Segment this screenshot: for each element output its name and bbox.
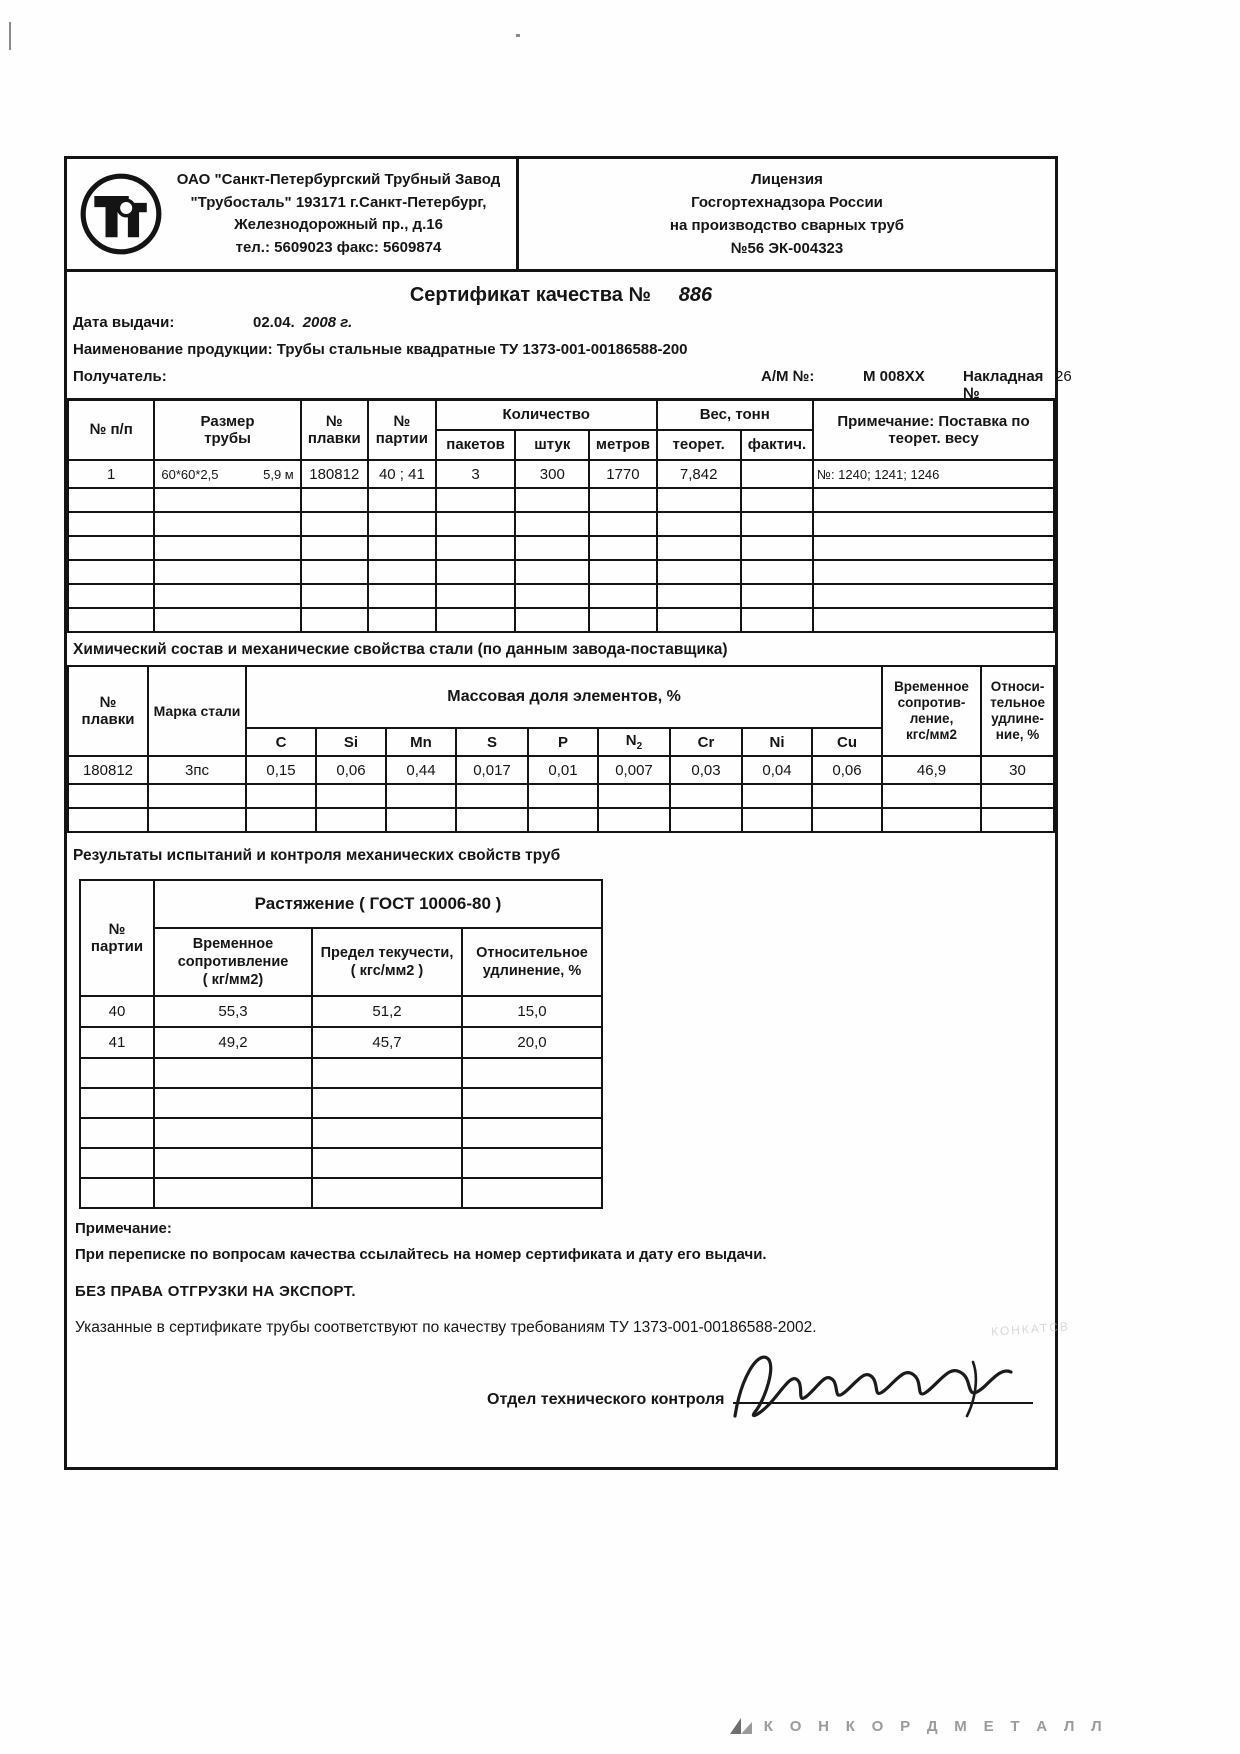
chem-header-strength: [882, 666, 981, 756]
note-label: Примечание:: [75, 1220, 172, 1237]
cell-strength: 46,9: [882, 756, 981, 784]
tension-header-elongation: [462, 928, 602, 996]
scan-artifact: [516, 34, 520, 37]
footer-brand-text: К О Н К О Р Д М Е Т А Л Л: [763, 1717, 1108, 1735]
cell-elongation: 30: [981, 756, 1054, 784]
license-line: Госгортехнадзора России: [691, 193, 883, 211]
note-no-export: БЕЗ ПРАВА ОТГРУЗКИ НА ЭКСПОРТ.: [75, 1283, 356, 1300]
empty-cell: [462, 1148, 602, 1178]
col-header-note: [813, 400, 1054, 461]
header-line: кгс/мм2: [906, 727, 957, 743]
empty-cell: [813, 584, 1054, 608]
table-row: [68, 808, 1054, 832]
table-row: [80, 1118, 602, 1148]
empty-cell: [882, 808, 981, 832]
element-subscript: 2: [636, 741, 643, 752]
table-row: [68, 784, 1054, 808]
product-line: [73, 341, 1055, 361]
header-line: ление,: [909, 711, 954, 726]
tension-table: [79, 879, 603, 1209]
cell-packs: 3: [436, 460, 515, 488]
empty-cell: [312, 1058, 462, 1088]
cell-p: 0,01: [528, 756, 598, 784]
cell-weight-theor: 7,842: [657, 460, 741, 488]
empty-cell: [813, 560, 1054, 584]
empty-cell: [742, 784, 812, 808]
empty-cell: [68, 488, 154, 512]
issue-date-value: [253, 314, 352, 331]
empty-cell: [316, 784, 386, 808]
cell-note: №: 1240; 1241; 1246: [813, 460, 1054, 488]
invoice-value: 26: [1055, 368, 1072, 385]
empty-cell: [68, 560, 154, 584]
element-header-cu: Cu: [812, 728, 882, 756]
empty-cell: [386, 808, 456, 832]
cell-si: 0,06: [316, 756, 386, 784]
empty-cell: [812, 784, 882, 808]
header-line: №: [325, 412, 343, 430]
empty-cell: [68, 784, 148, 808]
empty-cell: [301, 536, 368, 560]
empty-cell: [436, 512, 515, 536]
license-line: Лицензия: [751, 170, 823, 188]
table-row: [68, 488, 1054, 512]
col-header-size: [154, 400, 300, 461]
company-line: "Трубосталь" 193171 г.Санкт-Петербург,: [190, 193, 487, 211]
note-line: При переписке по вопросам качества ссылайтесь на номер сертификата и дату его выдачи.: [75, 1245, 767, 1263]
empty-cell: [436, 560, 515, 584]
empty-cell: [316, 808, 386, 832]
empty-cell: [589, 608, 656, 632]
header-line: Временное: [192, 935, 274, 952]
table-row: [68, 536, 1054, 560]
chem-header-grade: Марка стали: [148, 666, 246, 756]
empty-cell: [657, 584, 741, 608]
header-line: Относи-: [990, 678, 1045, 694]
empty-cell: [301, 608, 368, 632]
empty-cell: [368, 608, 436, 632]
empty-cell: [589, 488, 656, 512]
header-line: удлинение, %: [482, 963, 582, 979]
empty-cell: [301, 488, 368, 512]
tension-header-strength: [154, 928, 312, 996]
empty-cell: [154, 1088, 312, 1118]
empty-cell: [462, 1178, 602, 1208]
cell-s: 0,017: [456, 756, 528, 784]
cell-mn: 0,44: [386, 756, 456, 784]
header-line: тельное: [990, 694, 1045, 710]
license-block: [519, 159, 1055, 269]
header-line: теорет. весу: [888, 430, 979, 447]
empty-cell: [436, 536, 515, 560]
empty-cell: [246, 784, 316, 808]
empty-cell: [741, 512, 813, 536]
empty-cell: [456, 808, 528, 832]
cell-batch: 40 ; 41: [368, 460, 436, 488]
cell-grade: 3пс: [148, 756, 246, 784]
table-row: [80, 1088, 602, 1118]
empty-cell: [154, 1178, 312, 1208]
empty-cell: [670, 784, 742, 808]
element-header-cr: Cr: [670, 728, 742, 756]
col-header-quantity: Количество: [436, 400, 657, 431]
empty-cell: [515, 512, 589, 536]
empty-cell: [301, 584, 368, 608]
cell-pieces: 300: [515, 460, 589, 488]
am-value: М 008ХХ: [863, 368, 925, 385]
empty-cell: [515, 584, 589, 608]
empty-cell: [68, 808, 148, 832]
empty-cell: [301, 560, 368, 584]
cell-strength: 49,2: [154, 1027, 312, 1058]
company-line: ОАО "Санкт-Петербургский Трубный Завод: [176, 171, 501, 188]
table-row: [68, 608, 1054, 632]
empty-cell: [882, 784, 981, 808]
empty-cell: [741, 608, 813, 632]
empty-cell: [657, 560, 741, 584]
element-header-ni: Ni: [742, 728, 812, 756]
empty-cell: [589, 560, 656, 584]
empty-cell: [368, 584, 436, 608]
header-line: Примечание: Поставка по: [837, 412, 1030, 430]
empty-cell: [456, 784, 528, 808]
header-line: №: [108, 921, 126, 938]
element-header-s: S: [456, 728, 528, 756]
cell-cu: 0,06: [812, 756, 882, 784]
tension-header-yield: [312, 928, 462, 996]
chem-header-melt: [68, 666, 148, 756]
receiver-label: Получатель:: [73, 368, 167, 385]
table-row: [80, 1058, 602, 1088]
table-row: [80, 996, 602, 1027]
empty-cell: [515, 560, 589, 584]
empty-cell: [246, 808, 316, 832]
empty-cell: [368, 512, 436, 536]
col-header-meters: метров: [589, 430, 656, 460]
scan-artifact: [9, 22, 11, 50]
concord-metal-logo-icon: [728, 1716, 754, 1736]
table-row: [68, 584, 1054, 608]
empty-cell: [312, 1118, 462, 1148]
header-line: сопротив-: [897, 694, 966, 710]
product-name: Наименование продукции: Трубы стальные квадратные ТУ 1373-001-00186588-200: [73, 341, 688, 358]
am-label: А/М №:: [761, 368, 815, 385]
header-line: Относительное: [476, 944, 588, 961]
header-line: удлине-: [991, 711, 1044, 726]
empty-cell: [589, 584, 656, 608]
empty-cell: [741, 488, 813, 512]
header-line: партии: [90, 938, 144, 955]
empty-cell: [154, 1118, 312, 1148]
empty-cell: [741, 584, 813, 608]
tension-header-batch: [80, 880, 154, 996]
empty-cell: [80, 1118, 154, 1148]
empty-cell: [68, 536, 154, 560]
meta-block: [67, 314, 1072, 402]
cell-yield: 51,2: [312, 996, 462, 1027]
empty-cell: [154, 1058, 312, 1088]
empty-cell: [589, 536, 656, 560]
company-address: [167, 169, 510, 259]
empty-cell: [312, 1148, 462, 1178]
receiver-line: [73, 368, 1072, 402]
empty-cell: [657, 536, 741, 560]
cell-melt: 180812: [301, 460, 368, 488]
trubostal-logo-icon: [75, 171, 167, 257]
tension-group-header: Растяжение ( ГОСТ 10006-80 ): [154, 880, 602, 928]
empty-cell: [981, 784, 1054, 808]
element-header-mn: Mn: [386, 728, 456, 756]
empty-cell: [742, 808, 812, 832]
table-row: [80, 1178, 602, 1208]
qc-department-label: Отдел технического контроля: [487, 1390, 725, 1408]
chem-header-elongation: [981, 666, 1054, 756]
empty-cell: [657, 488, 741, 512]
col-header-num: № п/п: [68, 400, 154, 461]
empty-cell: [386, 784, 456, 808]
company-block: [67, 159, 519, 269]
company-line: Железнодорожный пр., д.16: [234, 216, 443, 233]
empty-cell: [368, 488, 436, 512]
empty-cell: [813, 536, 1054, 560]
empty-cell: [813, 488, 1054, 512]
element-header-n2: [598, 728, 670, 756]
header-line: партии: [375, 430, 428, 447]
issue-date-label: Дата выдачи:: [73, 314, 175, 331]
empty-cell: [154, 1148, 312, 1178]
signature-row: [67, 1384, 1055, 1444]
chemical-table: [67, 665, 1055, 833]
empty-cell: [813, 608, 1054, 632]
cell-elongation: 15,0: [462, 996, 602, 1027]
empty-cell: [312, 1178, 462, 1208]
table-row: [68, 560, 1054, 584]
cell-yield: 45,7: [312, 1027, 462, 1058]
table-row: [68, 512, 1054, 536]
col-header-pieces: штук: [515, 430, 589, 460]
empty-cell: [154, 488, 300, 512]
element-header-si: Si: [316, 728, 386, 756]
issue-date-day: 02.04.: [253, 314, 295, 331]
header-line: плавки: [307, 430, 361, 447]
empty-cell: [154, 536, 300, 560]
cell-meters: 1770: [589, 460, 656, 488]
empty-cell: [68, 608, 154, 632]
cell-batch: 40: [80, 996, 154, 1027]
empty-cell: [741, 560, 813, 584]
header-line: Предел текучести,: [320, 944, 454, 961]
empty-cell: [670, 808, 742, 832]
issue-date-year: 2008 г.: [302, 314, 353, 331]
cell-elongation: 20,0: [462, 1027, 602, 1058]
empty-cell: [528, 808, 598, 832]
cell-weight-fact: [741, 460, 813, 488]
results-section-title: Результаты испытаний и контроля механических свойств труб: [73, 847, 561, 864]
header-line: трубы: [204, 430, 251, 447]
empty-cell: [80, 1148, 154, 1178]
cell-batch: 41: [80, 1027, 154, 1058]
cell-strength: 55,3: [154, 996, 312, 1027]
col-header-packs: пакетов: [436, 430, 515, 460]
cell-size: [154, 460, 300, 488]
col-header-batch: [368, 400, 436, 461]
empty-cell: [368, 536, 436, 560]
license-line: на производство сварных труб: [669, 217, 905, 234]
empty-cell: [515, 608, 589, 632]
header-line: плавки: [81, 711, 135, 728]
empty-cell: [528, 784, 598, 808]
title-label: Сертификат качества №: [409, 284, 651, 306]
empty-cell: [515, 536, 589, 560]
empty-cell: [154, 512, 300, 536]
empty-cell: [312, 1088, 462, 1118]
invoice-label: Накладная №: [963, 368, 1044, 402]
cell-num: 1: [68, 460, 154, 488]
empty-cell: [80, 1058, 154, 1088]
empty-cell: [462, 1088, 602, 1118]
empty-cell: [301, 512, 368, 536]
table-row: [80, 1027, 602, 1058]
header-line: №: [99, 694, 117, 711]
empty-cell: [148, 784, 246, 808]
certificate-header: [67, 159, 1055, 272]
license-line: №56 ЭК-004323: [730, 240, 844, 258]
empty-cell: [812, 808, 882, 832]
header-line: ( кгс/мм2 ): [350, 963, 424, 979]
empty-cell: [436, 608, 515, 632]
chem-section-title: Химический состав и механические свойства стали (по данным завода-поставщика): [73, 641, 728, 658]
col-header-theor: теорет.: [657, 430, 741, 460]
empty-cell: [436, 488, 515, 512]
size-value: 60*60*2,5: [161, 466, 219, 482]
col-header-weight: Вес, тонн: [657, 400, 814, 431]
tension-table-wrap: [79, 879, 1055, 1209]
table-row: [80, 1148, 602, 1178]
table-row: [68, 460, 1054, 488]
empty-cell: [154, 584, 300, 608]
header-line: сопротивление: [177, 953, 289, 970]
element-symbol: N: [625, 732, 637, 749]
notes-block: [75, 1219, 1055, 1338]
empty-cell: [657, 512, 741, 536]
cell-c: 0,15: [246, 756, 316, 784]
handwritten-signature: [727, 1338, 1017, 1438]
certificate-title: [67, 284, 1055, 307]
col-header-fact: фактич.: [741, 430, 813, 460]
empty-cell: [515, 488, 589, 512]
empty-cell: [589, 512, 656, 536]
chem-header-mass: Массовая доля элементов, %: [246, 666, 882, 728]
empty-cell: [68, 584, 154, 608]
certificate-number: 886: [678, 284, 713, 306]
empty-cell: [741, 536, 813, 560]
note-conformity: Указанные в сертификате трубы соответствуют по качеству требованиям ТУ 1373-001-00186588-2002.: [75, 1318, 817, 1336]
empty-cell: [154, 560, 300, 584]
empty-cell: [154, 608, 300, 632]
empty-cell: [598, 784, 670, 808]
company-line: тел.: 5609023 факс: 5609874: [235, 238, 442, 256]
header-line: Временное: [894, 678, 969, 694]
empty-cell: [598, 808, 670, 832]
empty-cell: [462, 1058, 602, 1088]
empty-cell: [657, 608, 741, 632]
cell-melt: 180812: [68, 756, 148, 784]
footer-brand: [728, 1716, 1108, 1736]
empty-cell: [981, 808, 1054, 832]
cell-ni: 0,04: [742, 756, 812, 784]
element-header-c: C: [246, 728, 316, 756]
shipment-table: [67, 398, 1055, 633]
header-line: Размер: [200, 412, 255, 430]
cell-n2: 0,007: [598, 756, 670, 784]
empty-cell: [368, 560, 436, 584]
empty-cell: [80, 1178, 154, 1208]
empty-cell: [813, 512, 1054, 536]
empty-cell: [436, 584, 515, 608]
length-value: 5,9 м: [263, 466, 294, 482]
table-row: [68, 756, 1054, 784]
empty-cell: [462, 1118, 602, 1148]
element-header-p: P: [528, 728, 598, 756]
header-line: №: [393, 412, 411, 430]
header-line: ( кг/мм2): [202, 972, 264, 989]
empty-cell: [148, 808, 246, 832]
issue-date-line: [73, 314, 1055, 334]
faint-stamp-artifact: КОНКАТСВ: [990, 1319, 1071, 1339]
cell-cr: 0,03: [670, 756, 742, 784]
col-header-melt: [301, 400, 368, 461]
empty-cell: [68, 512, 154, 536]
certificate-frame: [64, 156, 1072, 1470]
header-line: ние, %: [995, 727, 1040, 743]
empty-cell: [80, 1088, 154, 1118]
